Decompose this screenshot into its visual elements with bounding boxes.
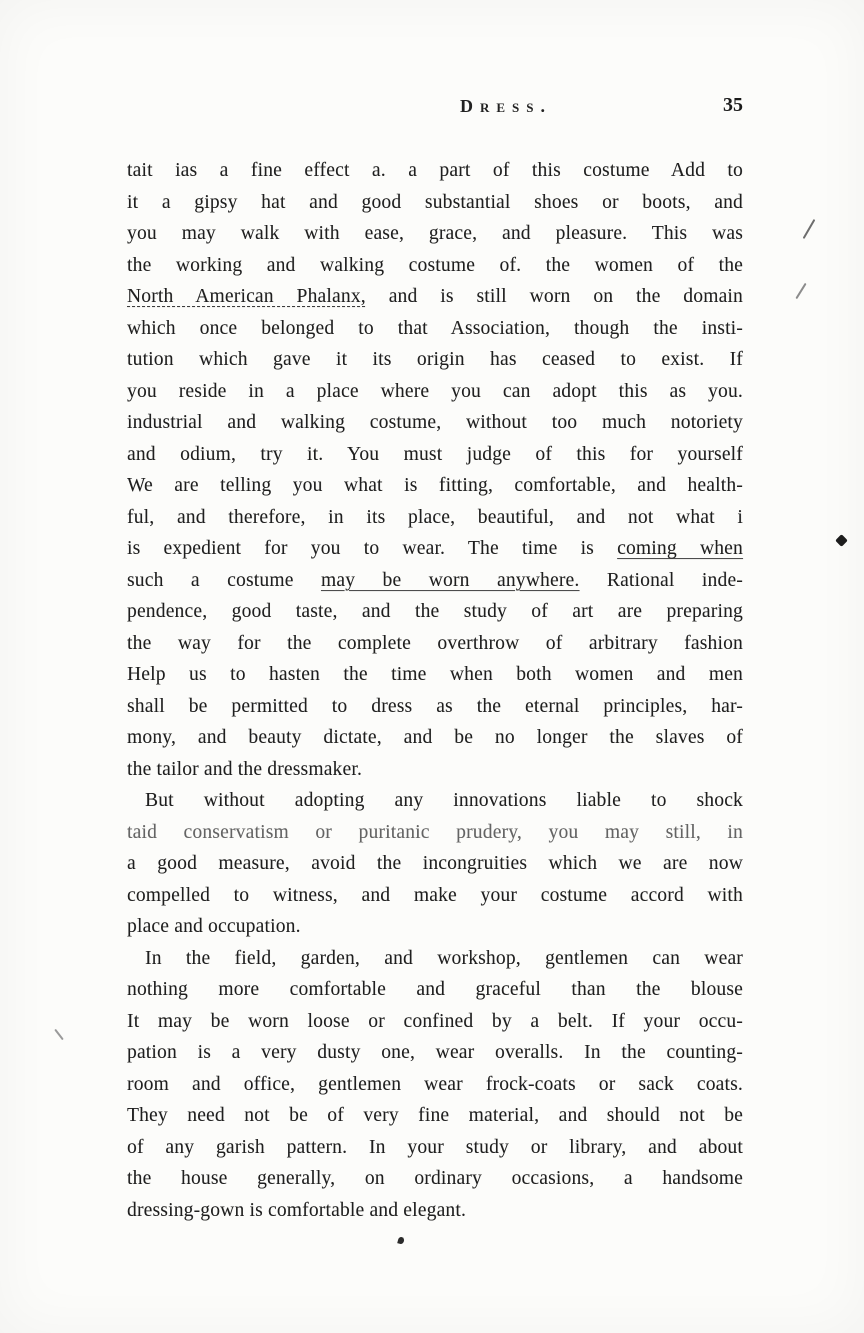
text-line: But without adopting any innovations liable to shock <box>145 790 743 811</box>
text-line: of any garish pattern. In your study or library, and about <box>127 1136 743 1158</box>
text-line: you reside in a place where you can adopt this as you. <box>127 380 743 402</box>
text-line: nothing more comfortable and graceful than the blouse <box>127 979 743 1000</box>
pencil-underlined-text: may be worn anywhere. <box>320 569 580 591</box>
text-line: tait ias a fine effect a. a part of this costume Add to <box>127 160 743 181</box>
text-line: it a gipsy hat and good substantial shoes or boots, and <box>127 191 743 213</box>
text-segment: such a costume <box>127 569 321 591</box>
pencil-mark-star-right-margin <box>835 534 848 547</box>
text-line: place and occupation. <box>127 916 301 937</box>
text-line <box>127 281 743 313</box>
text-line: a good measure, avoid the incongruities which we are now <box>127 853 743 874</box>
running-title: Dress. <box>460 96 553 116</box>
text-line: compelled to witness, and make your costume accord with <box>127 884 743 906</box>
page-number: 35 <box>723 94 743 116</box>
text-line <box>127 565 743 597</box>
text-line: dressing-gown is comfortable and elegant. <box>127 1199 467 1221</box>
text-line: the house generally, on ordinary occasions, a handsome <box>127 1168 743 1189</box>
text-line: In the field, garden, and workshop, gentlemen can wear <box>145 947 743 969</box>
text-line: which once belonged to that Association, though the insti- <box>127 317 743 339</box>
text-line: the working and walking costume of. the women of the <box>127 254 743 276</box>
text-line: We are telling you what is fitting, comfortable, and health- <box>127 475 743 496</box>
pencil-mark-slash-top-right <box>803 219 816 239</box>
text-line: tution which gave it its origin has ceased to exist. If <box>127 349 743 370</box>
text-line: taid conservatism or puritanic prudery, you may still, in <box>127 821 743 843</box>
pencil-mark-footer-dot <box>397 1236 405 1244</box>
text-line: Help us to hasten the time when both women and men <box>127 664 743 685</box>
text-segment: is expedient for you to wear. The time is <box>127 538 618 559</box>
pencil-underlined-text: North American Phalanx, <box>127 286 366 307</box>
text-line: pendence, good taste, and the study of art are preparing <box>127 601 743 622</box>
text-line: and odium, try it. You must judge of this for yourself <box>127 443 743 465</box>
text-line: ful, and therefore, in its place, beautiful, and not what i <box>127 506 743 528</box>
text-line: They need not be of very fine material, and should not be <box>127 1105 743 1126</box>
text-line: room and office, gentlemen wear frock-coats or sack coats. <box>127 1073 743 1095</box>
text-line: shall be permitted to dress as the eternal principles, har- <box>127 695 743 717</box>
pencil-mark-left-margin <box>54 1029 64 1040</box>
text-line: the tailor and the dressmaker. <box>127 758 363 780</box>
text-line: industrial and walking costume, without too much notoriety <box>127 412 743 433</box>
text-line: pation is a very dusty one, wear overalls. In the counting- <box>127 1042 743 1063</box>
pencil-mark-slash-right <box>795 283 806 299</box>
page-header <box>127 96 743 124</box>
text-segment: and is still worn on the domain <box>365 286 743 307</box>
text-segment: Rational inde- <box>579 569 743 591</box>
text-line: It may be worn loose or confined by a belt. If your occu- <box>127 1010 743 1032</box>
body-text <box>127 155 743 1226</box>
text-line: you may walk with ease, grace, and pleasure. This was <box>127 223 743 244</box>
pencil-underlined-text: coming when <box>617 538 743 559</box>
text-line: mony, and beauty dictate, and be no longer the slaves of <box>127 727 743 748</box>
text-line: the way for the complete overthrow of arbitrary fashion <box>127 632 743 654</box>
text-line <box>127 533 743 565</box>
